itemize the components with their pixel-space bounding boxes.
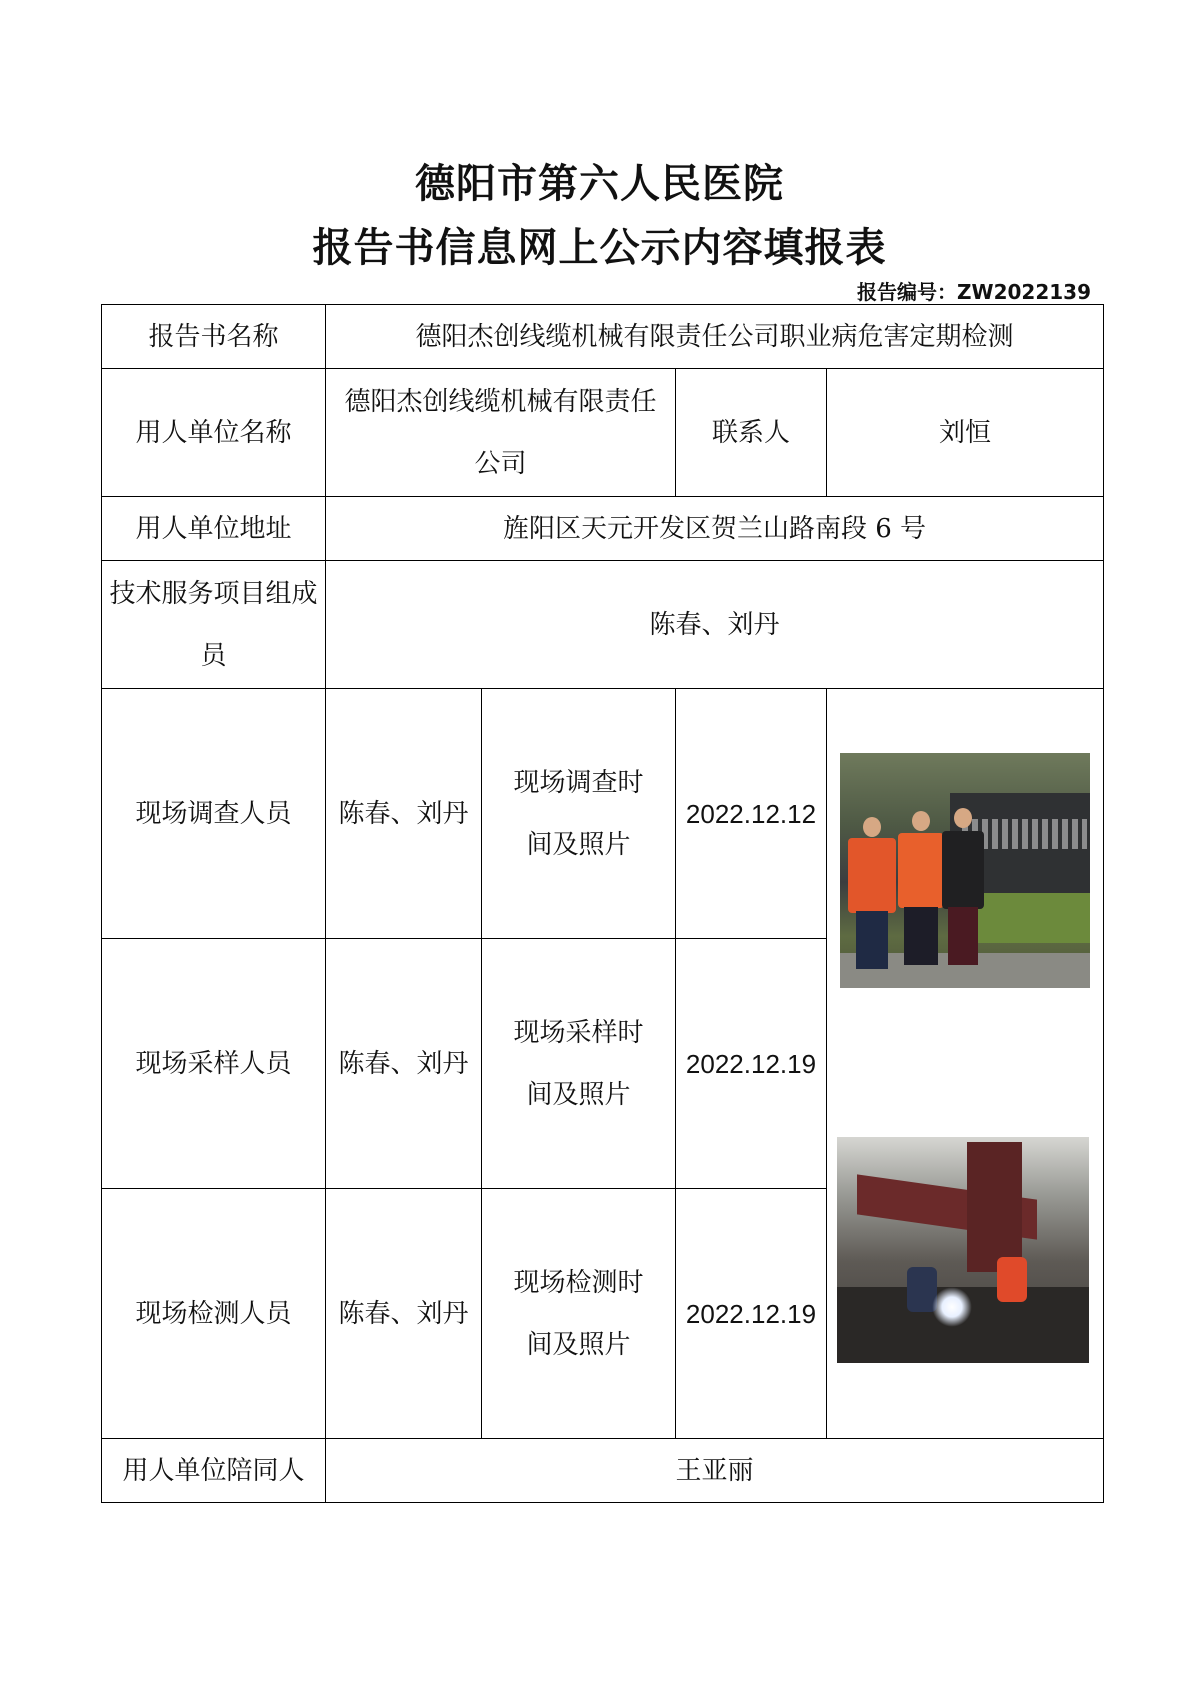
survey-photo	[840, 753, 1090, 988]
employer-address-value: 旌阳区天元开发区贺兰山路南段 6 号	[326, 497, 1104, 561]
sampling-staff-label: 现场采样人员	[102, 939, 326, 1189]
row-team	[102, 561, 1104, 689]
report-number-label: 报告编号：	[857, 280, 958, 304]
team-value: 陈春、刘丹	[326, 561, 1104, 689]
photo-person-1-legs	[856, 911, 888, 969]
photo-person-1	[848, 838, 896, 913]
photo-person-3-head	[954, 808, 972, 828]
document-title: 德阳市第六人民医院	[415, 161, 784, 207]
report-name-label: 报告书名称	[102, 305, 326, 369]
testing-date: 2022.12.19	[676, 1189, 827, 1439]
team-label: 技术服务项目组成员	[102, 561, 326, 689]
employer-name-label: 用人单位名称	[102, 369, 326, 497]
photo-inspector	[997, 1257, 1027, 1302]
photo-steel-column	[967, 1142, 1022, 1272]
sampling-staff-value: 陈春、刘丹	[326, 939, 482, 1189]
survey-date: 2022.12.12	[676, 689, 827, 939]
testing-photo	[837, 1137, 1089, 1363]
row-report-name	[102, 305, 1104, 369]
photo-person-3-legs	[948, 907, 978, 965]
testing-staff-label: 现场检测人员	[102, 1189, 326, 1439]
survey-time-label: 现场调查时间及照片	[482, 689, 676, 939]
row-address	[102, 497, 1104, 561]
photo-person-3	[942, 831, 984, 909]
row-escort	[102, 1439, 1104, 1503]
testing-staff-value: 陈春、刘丹	[326, 1189, 482, 1439]
employer-address-label: 用人单位地址	[102, 497, 326, 561]
report-name-value: 德阳杰创线缆机械有限责任公司职业病危害定期检测	[326, 305, 1104, 369]
employer-name-value: 德阳杰创线缆机械有限责任公司	[326, 369, 676, 497]
document-subtitle: 报告书信息网上公示内容填报表	[312, 225, 887, 271]
survey-staff-label: 现场调查人员	[102, 689, 326, 939]
row-employer	[102, 369, 1104, 497]
sampling-date: 2022.12.19	[676, 939, 827, 1189]
photo-person-1-head	[863, 817, 881, 837]
photo-welding-flash	[932, 1287, 972, 1327]
report-number-value: ZW2022139	[957, 280, 1091, 304]
escort-value: 王亚丽	[326, 1439, 1104, 1503]
photo-lawn	[970, 893, 1090, 943]
photo-person-2-head	[912, 811, 930, 831]
escort-label: 用人单位陪同人	[102, 1439, 326, 1503]
photo-person-2-legs	[904, 907, 938, 965]
testing-time-label: 现场检测时间及照片	[482, 1189, 676, 1439]
survey-staff-value: 陈春、刘丹	[326, 689, 482, 939]
sampling-time-label: 现场采样时间及照片	[482, 939, 676, 1189]
contact-label: 联系人	[676, 369, 827, 497]
photo-person-2	[898, 833, 944, 908]
report-number	[857, 276, 1091, 305]
contact-value: 刘恒	[827, 369, 1104, 497]
